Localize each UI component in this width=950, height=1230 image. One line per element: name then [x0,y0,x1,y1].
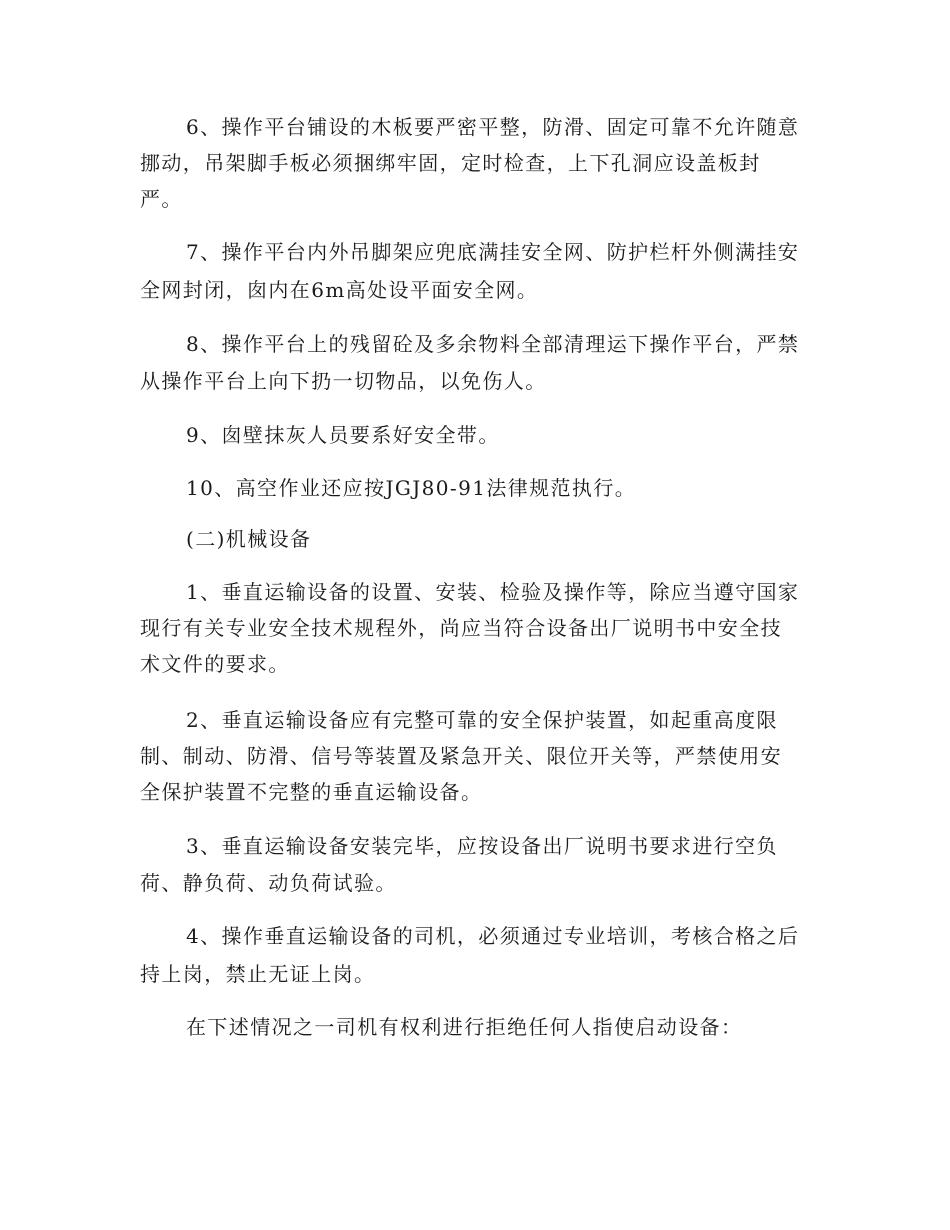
machinery-1-line-2: 现行有关专业安全技术规程外，尚应当符合设备出厂说明书中安全技 [140,616,782,640]
paragraph-9-line-1: 9、囱壁抹灰人员要系好安全带。 [186,423,500,447]
refusal-conditions-intro: 在下述情况之一司机有权利进行拒绝任何人指使启动设备： [186,1015,743,1039]
paragraph-7-line-2: 全网封闭，囱内在6m高处设平面安全网。 [140,278,539,302]
machinery-1-line-1: 1、垂直运输设备的设置、安装、检验及操作等，除应当遵守国家 [186,580,800,604]
section-heading-machinery: (二)机械设备 [186,527,312,551]
machinery-3-line-2: 荷、静负荷、动负荷试验。 [140,871,397,895]
paragraph-8-line-2: 从操作平台上向下扔一切物品，以免伤人。 [140,369,547,393]
paragraph-6-line-3: 严。 [140,187,183,211]
paragraph-6-line-1: 6、操作平台铺设的木板要严密平整，防滑、固定可靠不允许随意 [186,115,800,139]
paragraph-7-line-1: 7、操作平台内外吊脚架应兜底满挂安全网、防护栏杆外侧满挂安 [186,240,800,264]
machinery-2-line-1: 2、垂直运输设备应有完整可靠的安全保护装置，如起重高度限 [186,708,778,732]
machinery-4-line-1: 4、操作垂直运输设备的司机，必须通过专业培训，考核合格之后 [186,924,800,948]
machinery-4-line-2: 持上岗，禁止无证上岗。 [140,962,376,986]
paragraph-8-line-1: 8、操作平台上的残留砼及多余物料全部清理运下操作平台，严禁 [186,332,800,356]
paragraph-6-line-2: 挪动，吊架脚手板必须捆绑牢固，定时检查，上下孔洞应设盖板封 [140,151,761,175]
machinery-2-line-2: 制、制动、防滑、信号等装置及紧急开关、限位开关等，严禁使用安 [140,744,782,768]
machinery-3-line-1: 3、垂直运输设备安装完毕，应按设备出厂说明书要求进行空负 [186,834,778,858]
machinery-1-line-3: 术文件的要求。 [140,652,290,676]
machinery-2-line-3: 全保护装置不完整的垂直运输设备。 [140,780,483,804]
paragraph-10-line-1: 10、高空作业还应按JGJ80-91法律规范执行。 [186,476,637,500]
